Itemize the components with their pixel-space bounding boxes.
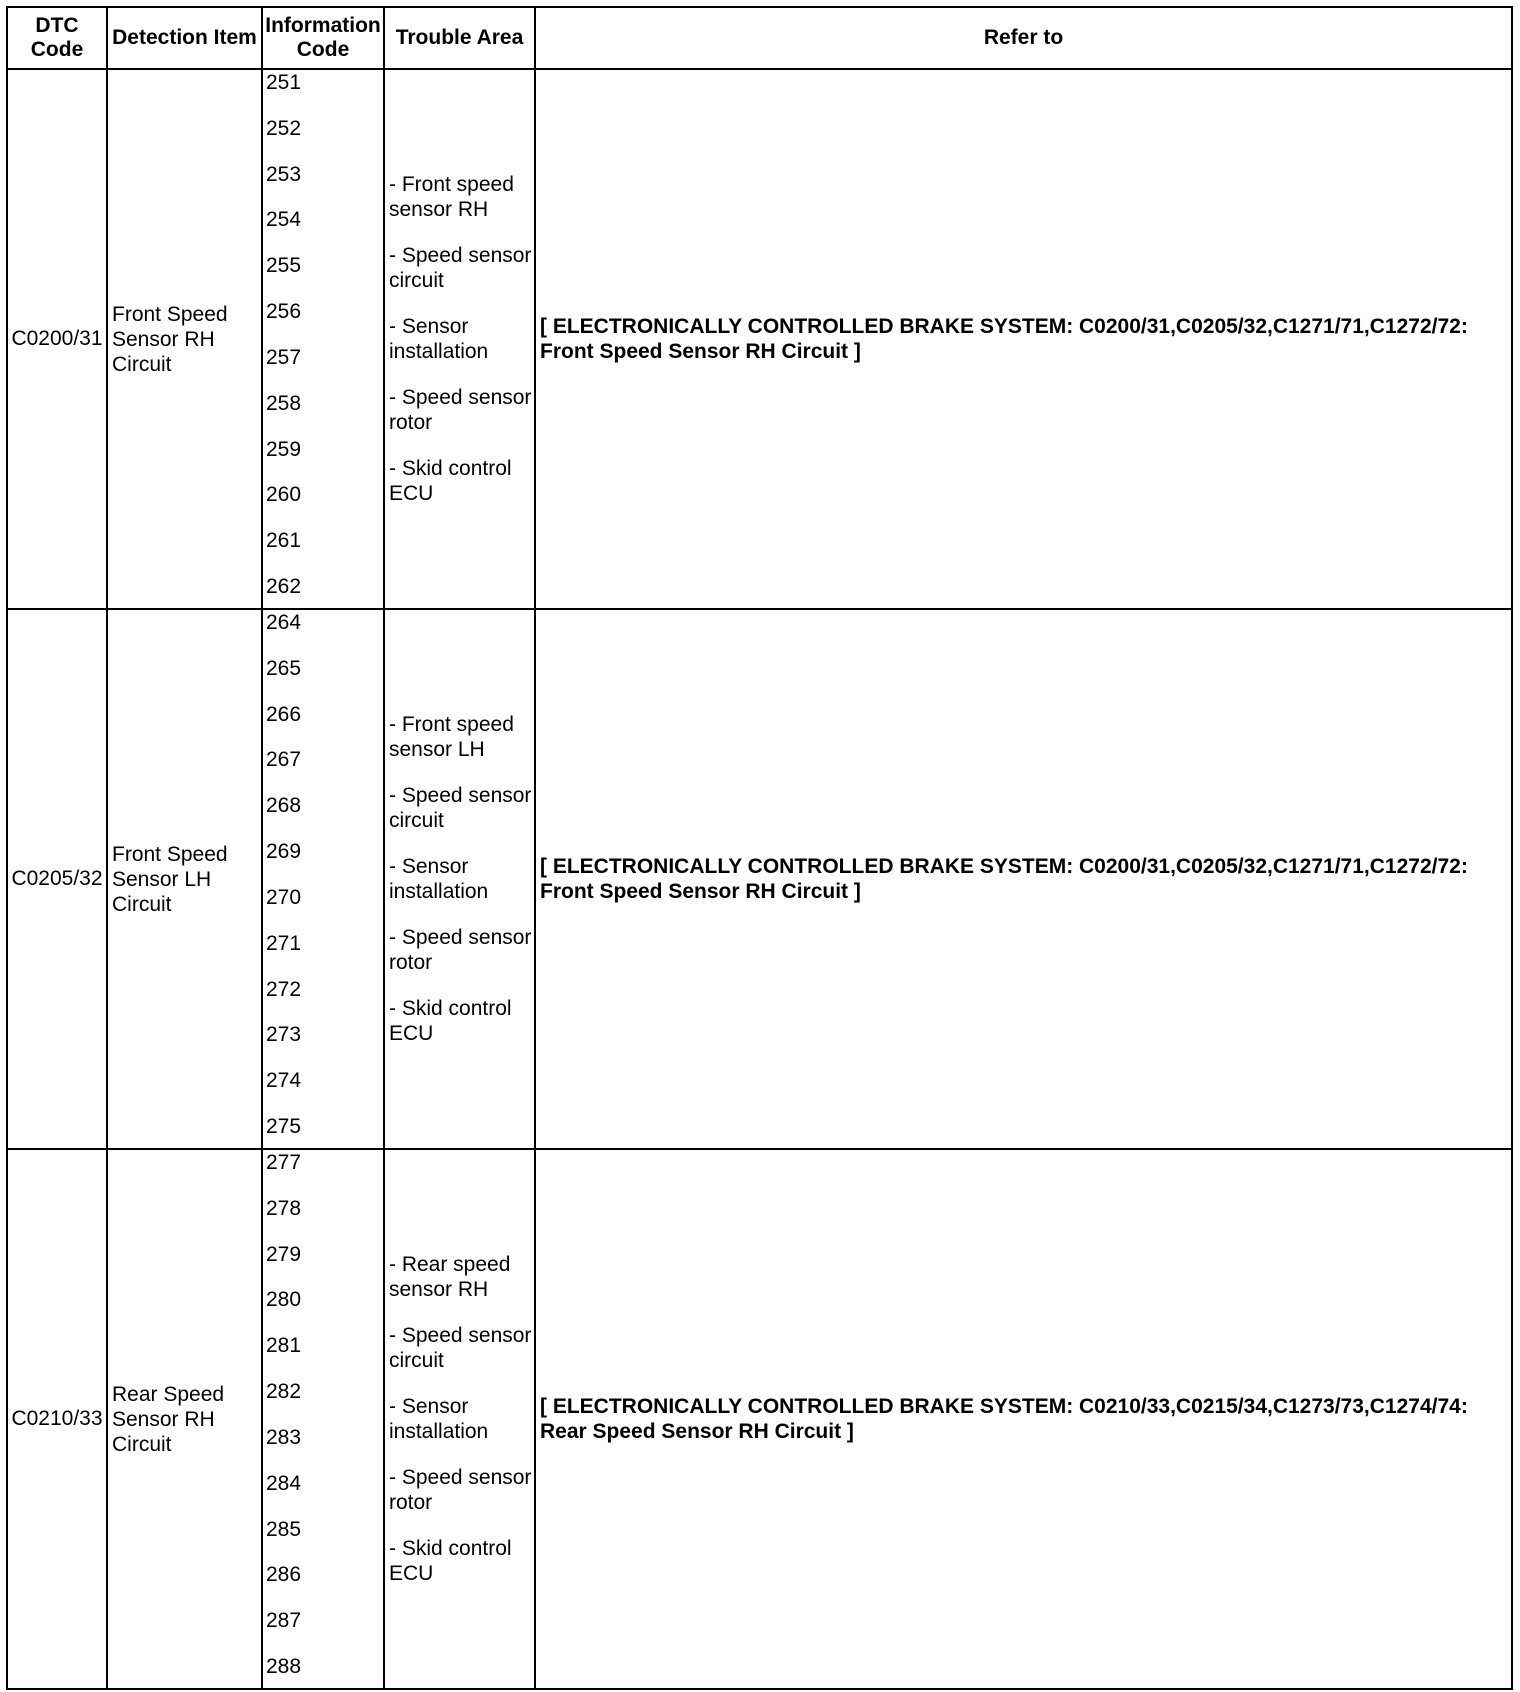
trouble-area-item: - Sensor installation (389, 315, 489, 363)
information-code-list (263, 1150, 383, 1682)
information-code: 272 (266, 977, 302, 1001)
detection-item-cell: Front Speed Sensor LH Circuit (107, 609, 262, 1149)
information-code: 262 (266, 574, 302, 598)
information-code: 255 (266, 254, 302, 278)
information-code: 260 (266, 483, 302, 507)
trouble-area-item: - Rear speed sensor RH (389, 1253, 511, 1301)
detection-item-cell: Front Speed Sensor RH Circuit (107, 69, 262, 609)
trouble-area-cell (384, 1149, 535, 1689)
information-code: 256 (266, 300, 302, 324)
header-trouble-area: Trouble Area (384, 7, 535, 69)
information-code: 275 (266, 1114, 302, 1138)
trouble-area-item: - Front speed sensor LH (389, 713, 514, 761)
information-code: 278 (266, 1196, 302, 1220)
dtc-code-cell: C0200/31 (7, 69, 107, 609)
information-code-cell (262, 69, 384, 609)
trouble-area-item: - Skid control ECU (389, 1537, 512, 1585)
information-code-list (263, 70, 383, 602)
trouble-area-cell (384, 69, 535, 609)
refer-to-link[interactable]: [ ELECTRONICALLY CONTROLLED BRAKE SYSTEM: C0210/33,C0215/34,C1273/73,C1274/74: Rear Speed Sensor RH Circuit ] (535, 1149, 1512, 1689)
information-code: 285 (266, 1517, 302, 1541)
header-row (7, 7, 1512, 69)
information-code: 268 (266, 794, 302, 818)
information-code: 281 (266, 1334, 302, 1358)
trouble-area-item: - Sensor installation (389, 1395, 489, 1443)
information-code: 271 (266, 931, 302, 955)
trouble-area-item: - Speed sensor circuit (389, 784, 532, 832)
table-body (7, 69, 1512, 1689)
information-code: 259 (266, 437, 302, 461)
information-code: 273 (266, 1023, 302, 1047)
information-code: 286 (266, 1563, 302, 1587)
trouble-area-item: - Speed sensor circuit (389, 244, 532, 292)
information-code: 258 (266, 391, 302, 415)
trouble-area-item: - Speed sensor rotor (389, 926, 532, 974)
information-code: 266 (266, 702, 302, 726)
information-code: 264 (266, 611, 302, 634)
refer-to-link[interactable]: [ ELECTRONICALLY CONTROLLED BRAKE SYSTEM: C0200/31,C0205/32,C1271/71,C1272/72: Front Speed Sensor RH Circuit ] (535, 69, 1512, 609)
information-code: 280 (266, 1288, 302, 1312)
trouble-area-item: - Speed sensor rotor (389, 386, 532, 434)
information-code: 267 (266, 748, 302, 772)
information-code: 282 (266, 1380, 302, 1404)
information-code: 257 (266, 345, 302, 369)
information-code: 270 (266, 885, 302, 909)
information-code: 254 (266, 208, 302, 232)
trouble-area-item: - Front speed sensor RH (389, 173, 514, 221)
dtc-code-cell: C0210/33 (7, 1149, 107, 1689)
header-refer-to: Refer to (535, 7, 1512, 69)
trouble-area-item: - Skid control ECU (389, 457, 512, 505)
header-dtc-code: DTC Code (7, 7, 107, 69)
information-code: 261 (266, 529, 302, 553)
header-detection-item: Detection Item (107, 7, 262, 69)
table-row (7, 1149, 1512, 1689)
information-code: 274 (266, 1069, 302, 1093)
dtc-table (6, 6, 1513, 1690)
information-code: 279 (266, 1242, 302, 1266)
table-row (7, 609, 1512, 1149)
information-code: 287 (266, 1609, 302, 1633)
trouble-area-item: - Speed sensor circuit (389, 1324, 532, 1372)
trouble-area-item: - Skid control ECU (389, 997, 512, 1045)
refer-to-link[interactable]: [ ELECTRONICALLY CONTROLLED BRAKE SYSTEM: C0200/31,C0205/32,C1271/71,C1272/72: Front Speed Sensor RH Circuit ] (535, 609, 1512, 1149)
information-code: 253 (266, 162, 302, 186)
trouble-area-item: - Sensor installation (389, 855, 489, 903)
information-code: 252 (266, 116, 302, 140)
information-code: 288 (266, 1654, 302, 1678)
dtc-code-cell: C0205/32 (7, 609, 107, 1149)
trouble-area-cell (384, 609, 535, 1149)
information-code: 283 (266, 1425, 302, 1449)
detection-item-cell: Rear Speed Sensor RH Circuit (107, 1149, 262, 1689)
information-code: 265 (266, 656, 302, 680)
trouble-area-item: - Speed sensor rotor (389, 1466, 532, 1514)
table-row (7, 69, 1512, 609)
information-code: 269 (266, 840, 302, 864)
information-code-list (263, 610, 383, 1142)
information-code: 284 (266, 1471, 302, 1495)
information-code: 277 (266, 1151, 302, 1174)
information-code-cell (262, 609, 384, 1149)
information-code-cell (262, 1149, 384, 1689)
information-code: 251 (266, 71, 302, 94)
header-information-code: Information Code (262, 7, 384, 69)
